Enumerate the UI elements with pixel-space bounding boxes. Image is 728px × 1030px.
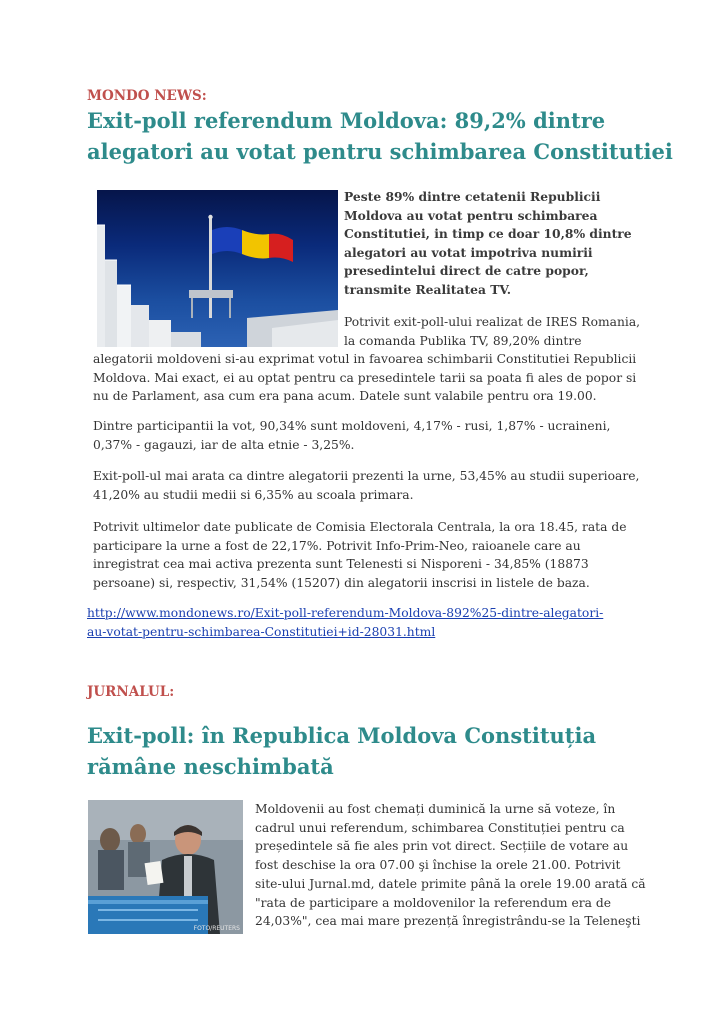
paragraph-line: Moldova. Mai exact, ei au optat pentru ca presedintele tarii sa poata fi ales de popor si (93, 370, 637, 385)
headline-1-line: Exit-poll referendum Moldova: 89,2% dintre (87, 108, 606, 133)
paragraph-line: cadrul unui referendum, schimbarea Constituției pentru ca (255, 820, 625, 835)
paragraph-1 (93, 350, 636, 406)
flag-photo (97, 190, 338, 347)
paragraph-line: inregistrat cea mai activa prezenta sunt Telenesti si Nisporeni - 34,85% (18873 (93, 557, 589, 572)
voter-photo-illustration (88, 800, 243, 934)
paragraph-line: Exit-poll-ul mai arata ca dintre alegatorii prezenti la urne, 53,45% au studii superioare, (93, 469, 640, 483)
paragraph-line: "rata de participare a moldovenilor la referendum era de (255, 895, 611, 910)
paragraph-line: președintele să fie ales prin vot direct. Secțiile de votare au (255, 839, 629, 854)
paragraph-line: Dintre participantii la vot, 90,34% sunt moldoveni, 4,17% - rusi, 1,87% - ucraineni, (93, 419, 611, 433)
source-label-mondo-news: MONDO NEWS: (87, 88, 207, 104)
paragraph-1-side (344, 313, 640, 350)
paragraph-line: site-ului Jurnal.md, datele primite până la orele 19.00 arată că (255, 876, 646, 891)
lead-line: alegatori au votat impotriva numirii (344, 244, 593, 260)
headline-2 (87, 720, 707, 782)
headline-2-line: Exit-poll: în Republica Moldova Constituția (87, 723, 597, 748)
paragraph-2 (93, 417, 610, 454)
lead-line: transmite Realitatea TV. (344, 281, 512, 297)
lead-line: Constitutiei, in timp ce doar 10,8% dintre (344, 226, 632, 242)
paragraph-line: la comanda Publika TV, 89,20% dintre (344, 333, 582, 348)
paragraph-line: 41,20% au studii medii si 6,35% au scoala primara. (93, 487, 414, 502)
paragraph-line: Potrivit exit-poll-ului realizat de IRES Romania, (344, 315, 641, 329)
voter-photo (88, 800, 243, 934)
paragraph-line: fost deschise la ora 07.00 şi închise la orele 21.00. Potrivit (255, 858, 621, 873)
lead-line: presedintelui direct de catre popor, (344, 263, 589, 279)
lead-line: Moldova au votat pentru schimbarea (344, 207, 598, 223)
paragraph-line: nu de Parlament, asa cum era pana acum. Datele sunt valabile pentru ora 19.00. (93, 389, 597, 404)
headline-1-line: alegatori au votat pentru schimbarea Constitutiei (87, 139, 673, 164)
link-line[interactable]: au-votat-pentru-schimbarea-Constitutiei+id-28031.html (87, 625, 436, 639)
lead-line: Peste 89% dintre cetatenii Republicii (344, 189, 601, 204)
source-label-jurnalul: JURNALUL: (87, 684, 175, 700)
paragraph-line: persoane) si, respectiv, 31,54% (15207) din alegatorii inscrisi in listele de baza. (93, 576, 590, 591)
paragraph-4 (93, 518, 627, 593)
photo-watermark: FOTO/REUTERS (193, 925, 240, 932)
lead-paragraph (344, 188, 644, 300)
paragraph-line: alegatorii moldoveni si-au exprimat votul in favoarea schimbarii Constitutiei Republicii (93, 352, 637, 366)
article-1-source-link[interactable] (87, 604, 603, 642)
link-line[interactable]: http://www.mondonews.ro/Exit-poll-referendum-Moldova-892%25-dintre-alegatori- (87, 606, 604, 620)
paragraph-line: 0,37% - gagauzi, iar de alta etnie - 3,25%. (93, 437, 355, 452)
flag-photo-illustration (97, 190, 338, 347)
paragraph-3 (93, 467, 639, 504)
article-2-body (255, 800, 646, 931)
paragraph-line: Moldovenii au fost chemați duminică la urne să voteze, în (255, 802, 616, 816)
headline-1 (87, 105, 707, 167)
paragraph-line: Potrivit ultimelor date publicate de Comisia Electorala Centrala, la ora 18.45, rata de (93, 520, 627, 534)
headline-2-line: rămâne neschimbată (87, 754, 334, 779)
paragraph-line: 24,03%", cea mai mare prezență înregistrându-se la Teleneşti (255, 914, 641, 929)
paragraph-line: participare la urne a fost de 22,17%. Potrivit Info-Prim-Neo, raioanele care au (93, 538, 581, 553)
